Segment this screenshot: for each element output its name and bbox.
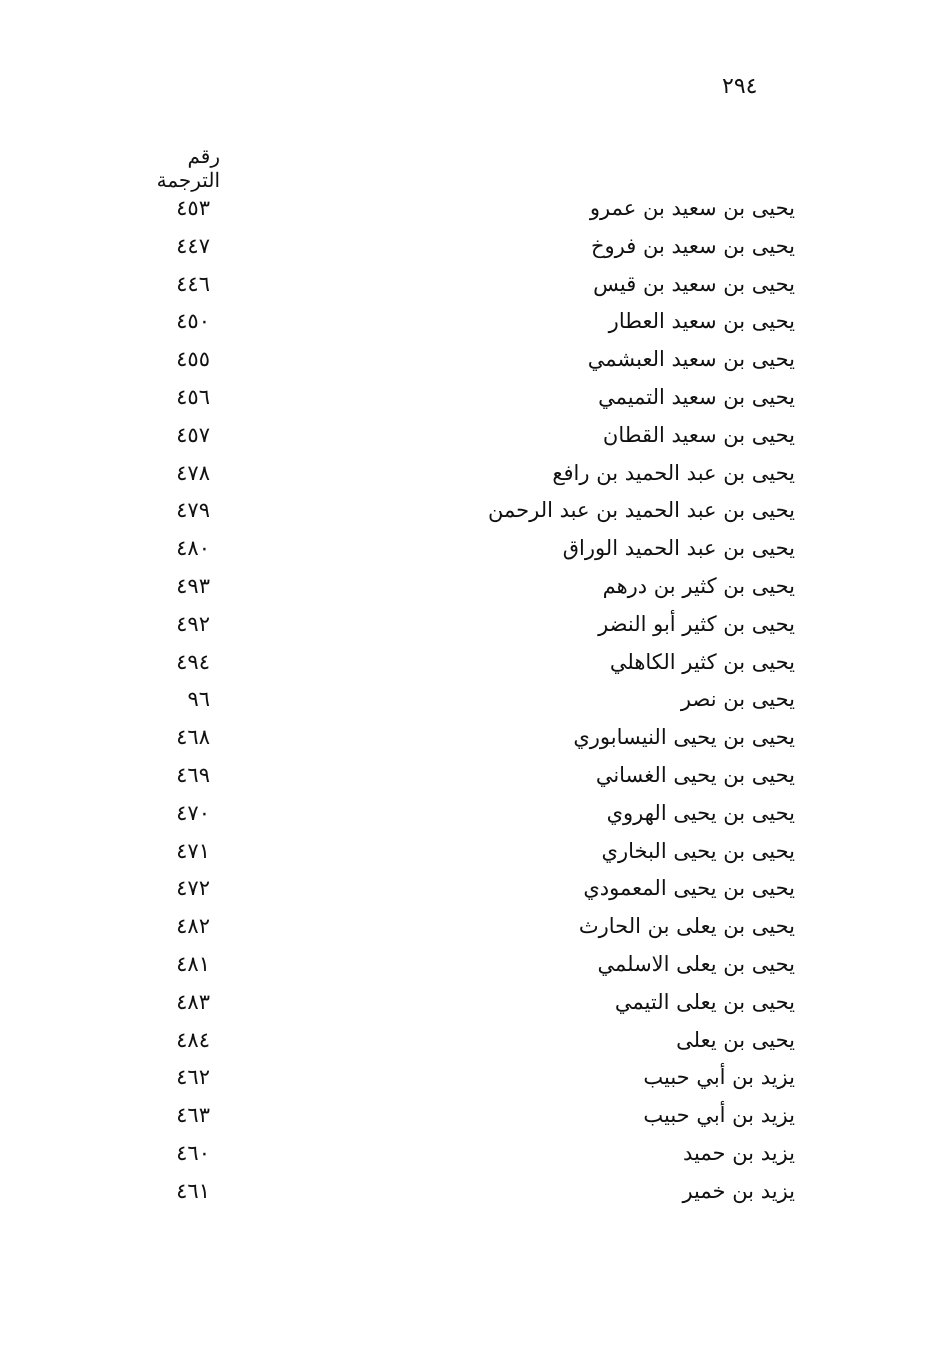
- entry-name: يحيى بن سعيد التميمي: [598, 384, 795, 409]
- index-entry: [150, 1136, 795, 1174]
- index-entry: [150, 380, 795, 418]
- entry-number: ٤٧٢: [176, 876, 210, 901]
- entry-name: يحيى بن كثير بن درهم: [602, 573, 795, 598]
- index-entry: [150, 493, 795, 531]
- index-entry: [150, 985, 795, 1023]
- index-entry: [150, 229, 795, 267]
- index-entry: [150, 304, 795, 342]
- index-entry: [150, 191, 795, 229]
- index-entry: [150, 834, 795, 872]
- entry-number: ٤٨٣: [176, 989, 210, 1014]
- entry-number: ٤٦٨: [176, 725, 210, 750]
- entry-name: يحيى بن سعيد العبشمي: [587, 347, 795, 372]
- entry-name: يحيى بن يعلى بن الحارث: [578, 914, 795, 939]
- index-entry: [150, 796, 795, 834]
- index-entry: [150, 418, 795, 456]
- entry-name: يحيى بن سعيد العطار: [608, 309, 795, 334]
- entry-name: يحيى بن كثير أبو النضر: [598, 611, 795, 636]
- entry-name: يحيى بن يحيى البخاري: [601, 838, 795, 863]
- entry-number: ٤٦١: [176, 1178, 210, 1203]
- index-entry: [150, 682, 795, 720]
- index-entry: [150, 267, 795, 305]
- entry-number: ٤٦٠: [176, 1140, 210, 1165]
- entry-number: ٤٧١: [176, 838, 210, 863]
- entry-name: يحيى بن كثير الكاهلي: [609, 649, 795, 674]
- index-entry: [150, 607, 795, 645]
- entry-name: يحيى بن يعلى الاسلمي: [597, 951, 795, 976]
- entry-number: ٤٩٤: [176, 649, 210, 674]
- entry-name: يحيى بن سعيد بن عمرو: [589, 196, 795, 220]
- entry-number: ٤٦٣: [176, 1103, 210, 1128]
- entry-name: يزيد بن أبي حبيب: [643, 1103, 795, 1128]
- entry-number: ٤٦٢: [176, 1065, 210, 1090]
- entry-number: ٤٥٥: [176, 347, 210, 372]
- entry-name: يحيى بن نصر: [680, 687, 795, 712]
- index-entry: [150, 1060, 795, 1098]
- entry-number: ٩٦: [187, 687, 210, 712]
- entry-name: يزيد بن حميد: [683, 1140, 795, 1165]
- column-header-translation-number: رقم الترجمة: [156, 144, 220, 192]
- entry-number: ٤٨١: [176, 951, 210, 976]
- index-entry: [150, 871, 795, 909]
- entry-number: ٤٨٢: [176, 914, 210, 939]
- index-entry: [150, 1023, 795, 1061]
- entry-number: ٤٧٩: [176, 498, 210, 523]
- entry-number: ٤٤٧: [176, 233, 210, 258]
- index-entry: [150, 342, 795, 380]
- entry-number: ٤٧٨: [176, 460, 210, 485]
- entry-name: يحيى بن عبد الحميد بن رافع: [552, 460, 795, 485]
- entry-name: يحيى بن سعيد بن قيس: [593, 271, 795, 296]
- entry-name: يحيى بن سعيد بن فروخ: [590, 233, 795, 258]
- entry-number: ٤٥٦: [176, 384, 210, 409]
- index-entry: [150, 569, 795, 607]
- entry-name: يحيى بن سعيد القطان: [602, 422, 795, 447]
- index-entry: [150, 645, 795, 683]
- index-entry: [150, 531, 795, 569]
- entry-name: يزيد بن خمير: [682, 1178, 795, 1203]
- entry-name: يحيى بن يحيى النيسابوري: [573, 725, 795, 750]
- index-entry: [150, 456, 795, 494]
- entry-number: ٤٥٠: [176, 309, 210, 334]
- entry-number: ٤٧٠: [176, 800, 210, 825]
- entry-name: يحيى بن يعلى التيمي: [614, 989, 795, 1014]
- entry-name: يحيى بن يحيى الهروي: [606, 800, 795, 825]
- entry-number: ٤٨٤: [176, 1027, 210, 1052]
- entry-number: ٤٩٣: [176, 573, 210, 598]
- entry-name: يحيى بن عبد الحميد الوراق: [562, 536, 795, 561]
- index-entries-list: [150, 191, 795, 1212]
- index-entry: [150, 909, 795, 947]
- index-entry: [150, 1098, 795, 1136]
- entry-number: ٤٤٦: [176, 271, 210, 296]
- entry-name: يحيى بن يحيى الغساني: [595, 762, 795, 787]
- entry-name: يحيى بن يحيى المعمودي: [583, 876, 795, 901]
- index-entry: [150, 758, 795, 796]
- index-entry: [150, 1174, 795, 1212]
- index-entry: [150, 720, 795, 758]
- page-number: ٢٩٤: [722, 74, 758, 99]
- entry-number: ٤٥٧: [176, 422, 210, 447]
- entry-name: يحيى بن عبد الحميد بن عبد الرحمن: [488, 498, 795, 523]
- entry-name: يزيد بن أبي حبيب: [643, 1065, 795, 1090]
- entry-number: ٤٨٠: [176, 536, 210, 561]
- index-entry: [150, 947, 795, 985]
- entry-number: ٤٦٩: [176, 762, 210, 787]
- entry-number: ٤٩٢: [176, 611, 210, 636]
- entry-name: يحيى بن يعلى: [676, 1027, 795, 1052]
- entry-number: ٤٥٣: [176, 196, 210, 220]
